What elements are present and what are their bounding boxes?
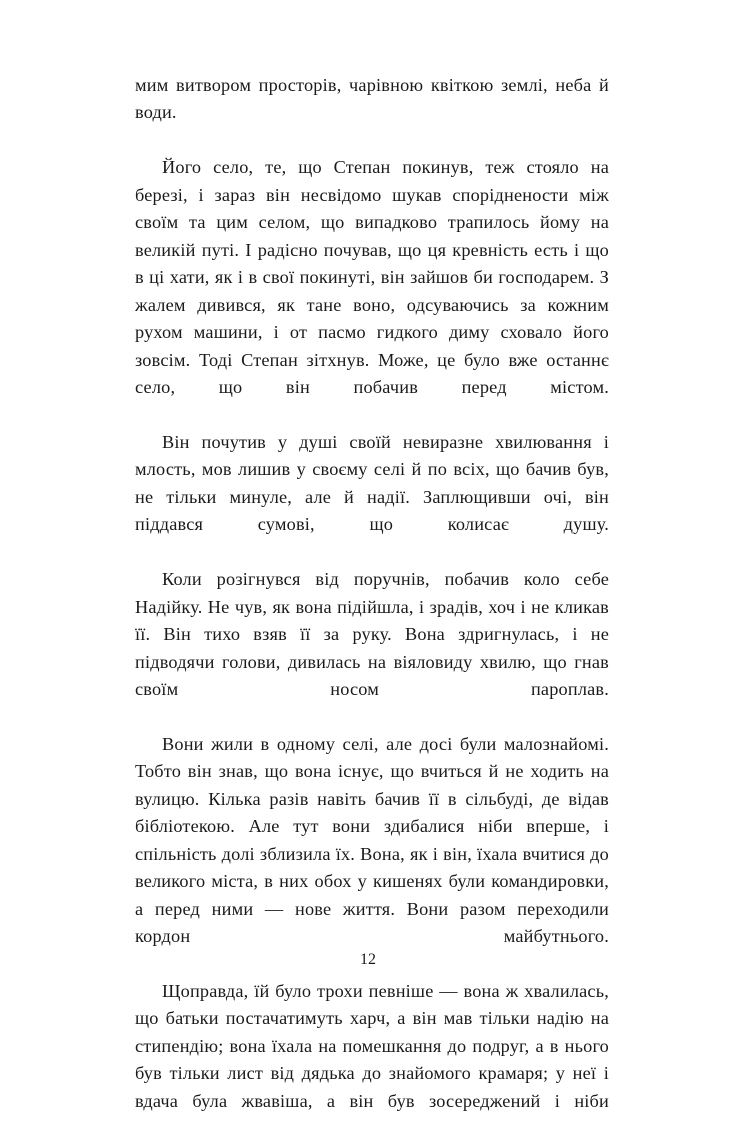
paragraph-2: Його село, те, що Степан покинув, теж стояло на березі, і зараз він несвідомо шукав споріднености між своїм та цим селом, що випадково трапилось йому на великій путі. І радісно почував, що ця кревність есть і що в ці хати, як і в свої покинуті, він зайшов би господарем. З жалем дивився, як тане воно, одсуваючись за кожним рухом машини, і от пасмо гидкого диму сховало його зовсім. Тоді Степан зітхнув. Може, це було вже останнє село, що він побачив перед містом. bbox=[135, 157, 609, 397]
paragraph-5: Вони жили в одному селі, але досі були малознайомі. Тобто він знав, що вона існує, що вчиться й не ходить на вулицю. Кілька разів навіть бачив її в сільбуді, де відав бібліотекою. Але тут вони здибалися ніби вперше, і спільність долі зблизила їх. Вона, як і він, їхала вчитися до великого міста, в них обох у кишенях були командировки, а перед ними — нове життя. Вони разом переходили кордон майбутнього. bbox=[135, 733, 609, 947]
paragraph-6: Щоправда, їй було трохи певніше — вона ж хвалилась, що батьки постачатимуть харч, а він мав тільки надію на стипендію; вона їхала на помешкання до подруг, а в нього був тільки лист від дядька до знайомого крамаря; у неї і вдача була жвавіша, а він був зосереджений і ніби bbox=[135, 980, 609, 1111]
paragraph-3: Він почутив у душі своїй невиразне хвилювання і млость, мов лишив у своєму селі й по всіх, що бачив був, не тільки минуле, але й надії. Заплющивши очі, він піддався сумові, що колисає душу. bbox=[135, 431, 609, 535]
page-number: 12 bbox=[360, 951, 376, 968]
paragraph-1: мим витвором просторів, чарівною квіткою землі, неба й води. bbox=[135, 75, 609, 123]
paragraph-4: Коли розігнувся від поручнів, побачив коло себе Надійку. Не чув, як вона підійшла, і зрадів, хоч і не кликав її. Він тихо взяв її за руку. Вона здригнулась, і не підводячи голови, дивилась на віяловиду хвилю, що гнав своїм носом пароплав. bbox=[135, 569, 609, 699]
body-text-column bbox=[135, 72, 609, 1143]
